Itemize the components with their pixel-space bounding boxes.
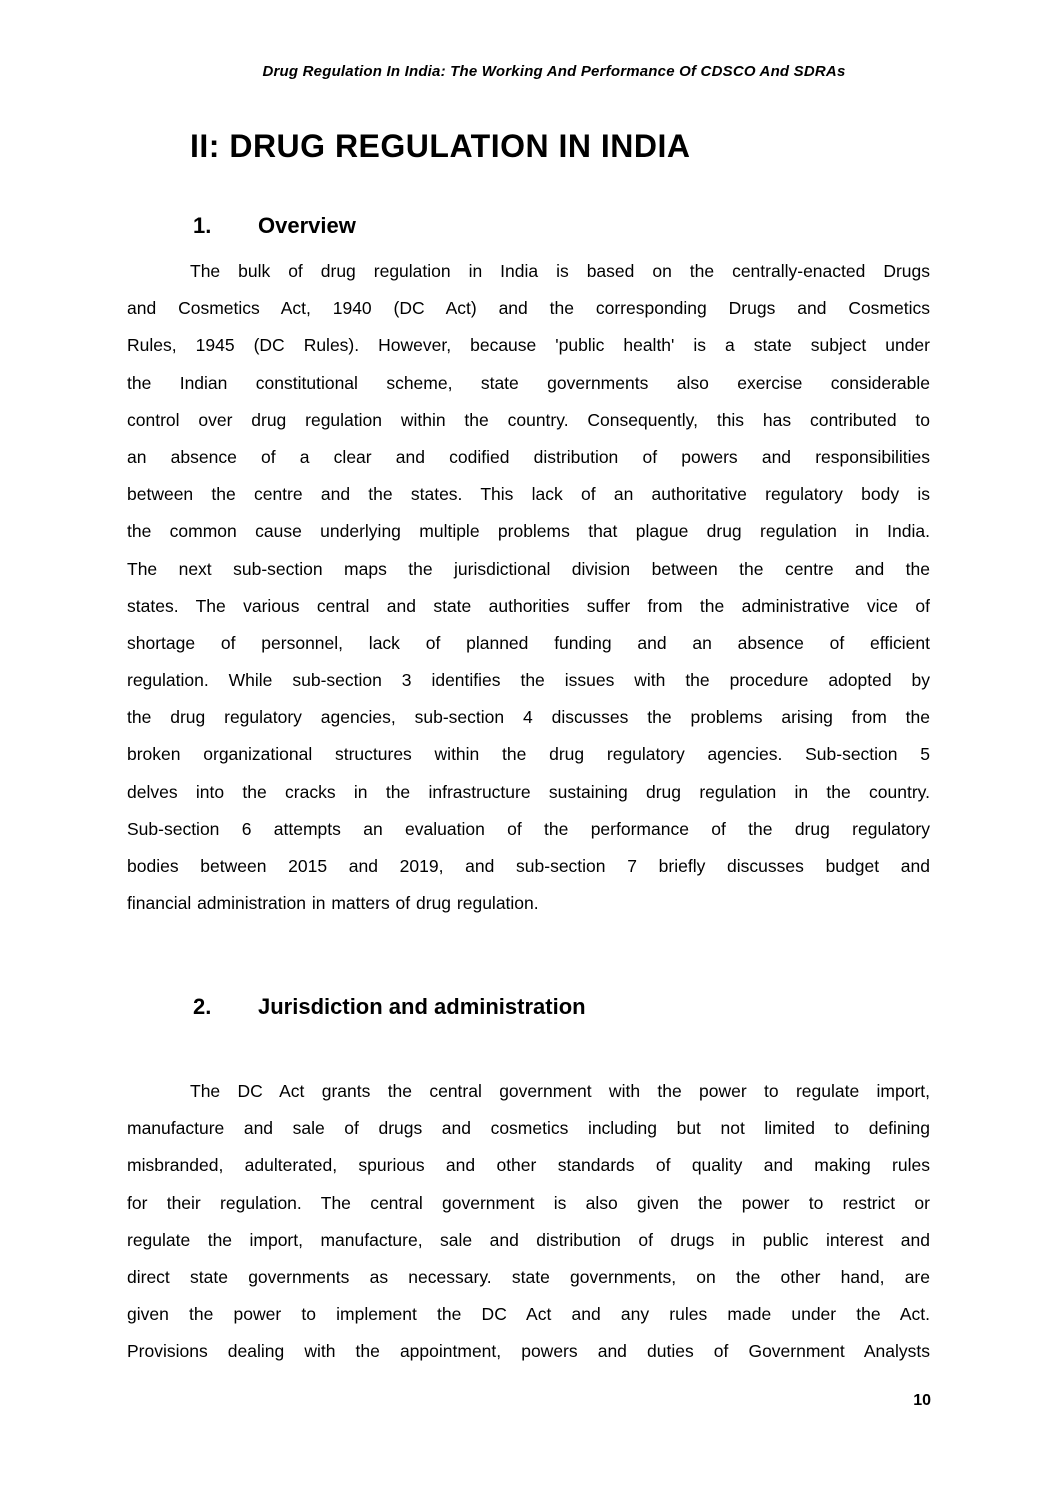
text-line: for their regulation. The central government is also given the power to restrict or — [127, 1192, 930, 1213]
text-line: Rules, 1945 (DC Rules). However, because 'public health' is a state subject under — [127, 335, 930, 356]
text-line: states. The various central and state authorities suffer from the administrative vice of — [127, 595, 930, 616]
text-line: regulation. While sub-section 3 identifies the issues with the procedure adopted by — [127, 670, 930, 691]
text-line: and Cosmetics Act, 1940 (DC Act) and the corresponding Drugs and Cosmetics — [127, 298, 930, 319]
section-heading-overview — [193, 212, 356, 240]
text-line: the Indian constitutional scheme, state governments also exercise considerable — [127, 372, 930, 393]
text-line: The DC Act grants the central government with the power to regulate import, — [190, 1081, 930, 1101]
section-number: 2. — [193, 994, 212, 1019]
text-line: regulate the import, manufacture, sale and distribution of drugs in public interest and — [127, 1229, 930, 1250]
section-title: Overview — [258, 213, 356, 238]
text-line: shortage of personnel, lack of planned funding and an absence of efficient — [127, 632, 930, 653]
text-line: an absence of a clear and codified distribution of powers and responsibilities — [127, 446, 930, 467]
text-line: the common cause underlying multiple problems that plague drug regulation in India. — [127, 521, 930, 542]
text-line: bodies between 2015 and 2019, and sub-section 7 briefly discusses budget and — [127, 856, 930, 876]
text-line: The next sub-section maps the jurisdictional division between the centre and the — [127, 558, 930, 579]
section-number: 1. — [193, 213, 212, 238]
text-line: broken organizational structures within the drug regulatory agencies. Sub-section 5 — [127, 744, 930, 765]
page-title: II: DRUG REGULATION IN INDIA — [190, 128, 691, 164]
text-line: manufacture and sale of drugs and cosmetics including but not limited to defining — [127, 1118, 930, 1139]
section-heading-jurisdiction — [193, 993, 586, 1021]
page-number: 10 — [913, 1392, 931, 1409]
text-line: Provisions dealing with the appointment, powers and duties of Government Analysts — [127, 1341, 930, 1362]
paragraph-jurisdiction — [127, 1073, 930, 1371]
text-line: The bulk of drug regulation in India is based on the centrally-enacted Drugs — [190, 261, 930, 281]
text-line: financial administration in matters of drug regulation. — [127, 893, 539, 914]
text-line: control over drug regulation within the country. Consequently, this has contributed to — [127, 409, 930, 430]
text-line: the drug regulatory agencies, sub-section 4 discusses the problems arising from the — [127, 707, 930, 728]
text-line: between the centre and the states. This lack of an authoritative regulatory body is — [127, 484, 930, 505]
text-line: given the power to implement the DC Act and any rules made under the Act. — [127, 1304, 930, 1325]
text-line: Sub-section 6 attempts an evaluation of the performance of the drug regulatory — [127, 818, 930, 839]
paragraph-overview — [127, 253, 930, 922]
section-title: Jurisdiction and administration — [258, 994, 586, 1019]
text-line: misbranded, adulterated, spurious and other standards of quality and making rules — [127, 1155, 930, 1176]
text-line: delves into the cracks in the infrastructure sustaining drug regulation in the country. — [127, 781, 930, 802]
running-header: Drug Regulation In India: The Working And Performance Of CDSCO And SDRAs — [262, 63, 846, 80]
text-line: direct state governments as necessary. state governments, on the other hand, are — [127, 1266, 930, 1287]
